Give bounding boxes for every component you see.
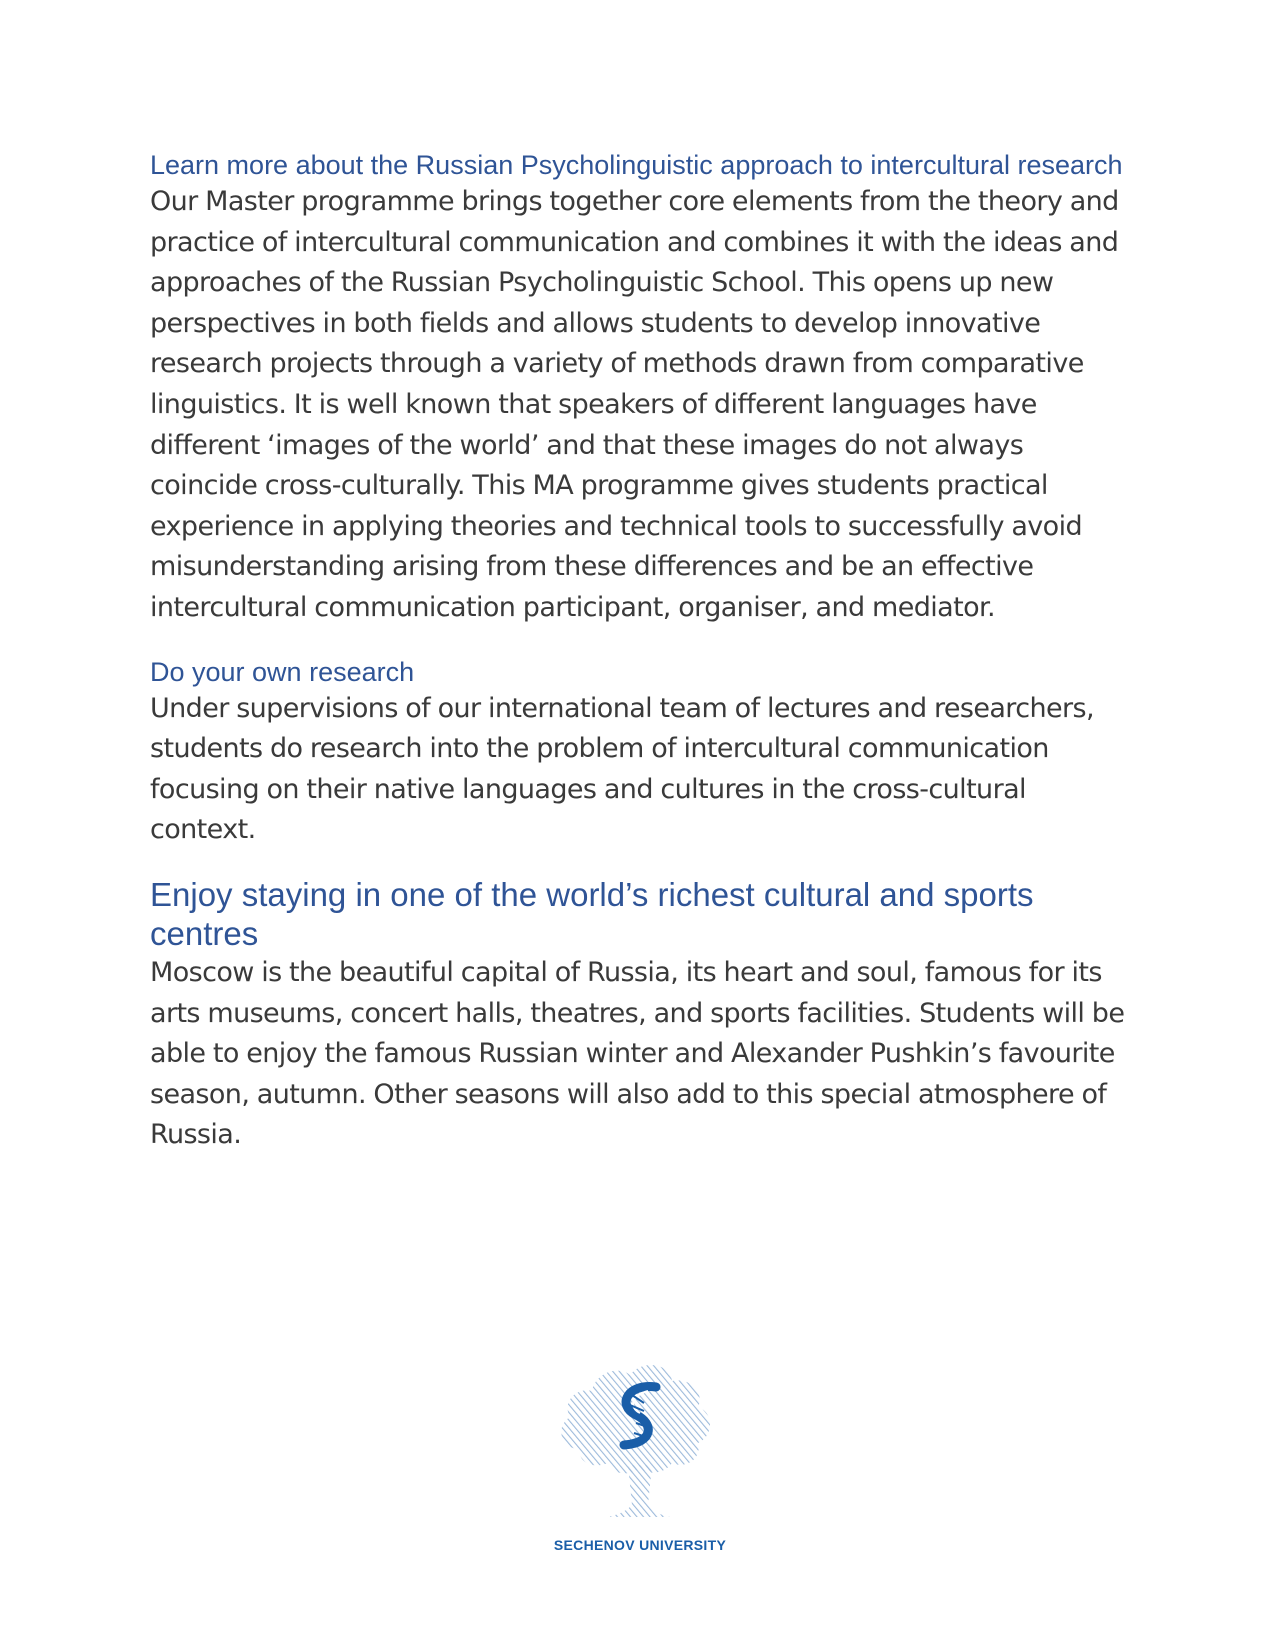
section-heading-moscow: Enjoy staying in one of the world’s richest cultural and sports centres — [150, 875, 1034, 952]
section-heading-psycholinguistic: Learn more about the Russian Psycholinguistic approach to intercultural research — [150, 150, 1123, 180]
section-psycholinguistic — [150, 148, 1125, 629]
section-body-moscow: Moscow is the beautiful capital of Russia, its heart and soul, famous for its arts museums, concert halls, theatres, and sports facilities. Students will be able to enjoy the famous Russian winter and Alexander Pushkin’s favourite season, autumn. Other seasons will also add to this special atmosphere of Russia. — [150, 956, 1125, 1151]
section-moscow — [150, 875, 1125, 1156]
university-logo — [520, 1355, 760, 1555]
tree-dna-icon — [520, 1355, 760, 1530]
section-heading-research: Do your own research — [150, 656, 415, 687]
document-page — [150, 148, 1125, 1156]
logo-text: SECHENOV UNIVERSITY — [553, 1537, 727, 1553]
section-body-research: Under supervisions of our international team of lectures and researchers, students do research into the problem of intercultural communication focusing on their native languages and cultures in the cross-cultural context. — [150, 692, 1094, 846]
section-research — [150, 655, 1125, 851]
section-body-psycholinguistic: Our Master programme brings together core elements from the theory and practice of intercultural communication and combines it with the ideas and approaches of the Russian Psycholinguistic School. This opens up new perspectives in both fields and allows students to develop innovative research projects through a variety of methods drawn from comparative linguistics. It is well known that speakers of different languages have different ‘images of the world’ and that these images do not always coincide cross-culturally. This MA programme gives students practical experience in applying theories and technical tools to successfully avoid misunderstanding arising from these differences and be an effective intercultural communication participant, organiser, and mediator. — [150, 186, 1119, 623]
